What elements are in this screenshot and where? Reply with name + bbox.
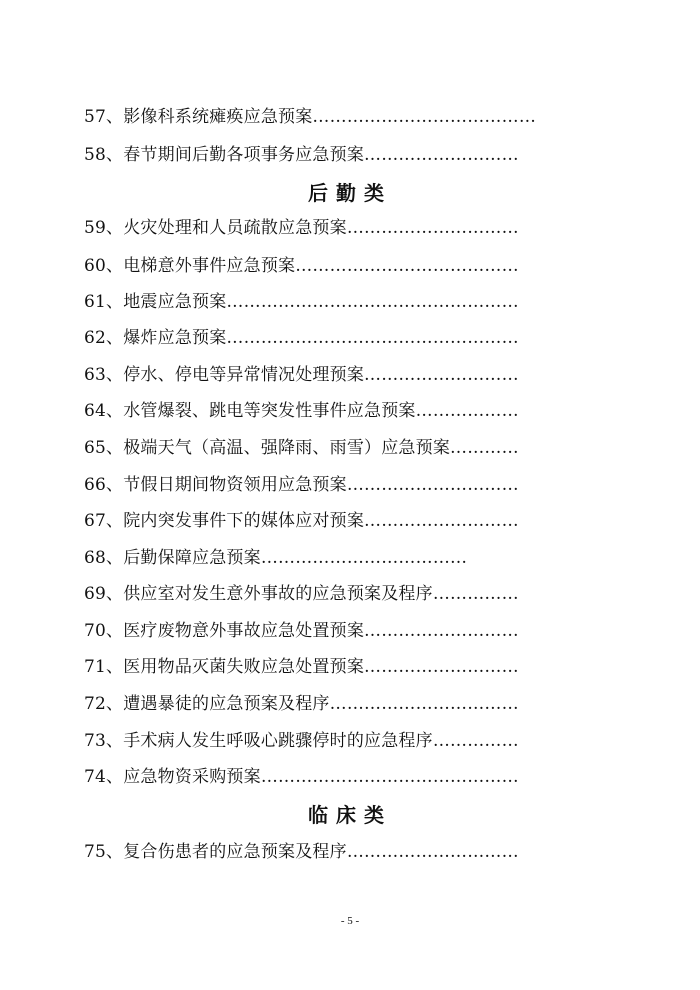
toc-entry-59: 59、火灾处理和人员疏散应急预案………………………… (84, 218, 519, 238)
toc-entry-67: 67、院内突发事件下的媒体应对预案……………………… (84, 511, 519, 531)
toc-entry-65: 65、极端天气（高温、强降雨、雨雪）应急预案………… (84, 438, 519, 458)
toc-entry-72: 72、遭遇暴徒的应急预案及程序…………………………… (84, 694, 519, 714)
toc-entry-61: 61、地震应急预案…………………………………………… (84, 292, 519, 312)
toc-entry-68: 68、后勤保障应急预案……………………………… (84, 548, 468, 568)
toc-entry-60: 60、电梯意外事件应急预案………………………………… (84, 256, 519, 276)
toc-entry-62: 62、爆炸应急预案…………………………………………… (84, 328, 519, 348)
section-heading-logistics: 后勤类 (308, 181, 392, 205)
page-number: - 5 - (340, 915, 360, 927)
toc-entry-75: 75、复合伤患者的应急预案及程序………………………… (84, 842, 519, 862)
toc-entry-64: 64、水管爆裂、跳电等突发性事件应急预案……………… (84, 401, 519, 421)
toc-entry-74: 74、应急物资采购预案……………………………………… (84, 767, 519, 787)
section-heading-clinical: 临床类 (308, 803, 392, 827)
toc-entry-69: 69、供应室对发生意外事故的应急预案及程序…………… (84, 584, 519, 604)
toc-entry-73: 73、手术病人发生呼吸心跳骤停时的应急程序…………… (84, 731, 519, 751)
toc-entry-70: 70、医疗废物意外事故应急处置预案……………………… (84, 621, 519, 641)
toc-entry-63: 63、停水、停电等异常情况处理预案……………………… (84, 365, 519, 385)
toc-entry-57: 57、影像科系统瘫痪应急预案………………………………… (84, 107, 537, 127)
toc-entry-58: 58、春节期间后勤各项事务应急预案……………………… (84, 145, 519, 165)
toc-entry-71: 71、医用物品灭菌失败应急处置预案……………………… (84, 657, 519, 677)
toc-entry-66: 66、节假日期间物资领用应急预案………………………… (84, 475, 519, 495)
